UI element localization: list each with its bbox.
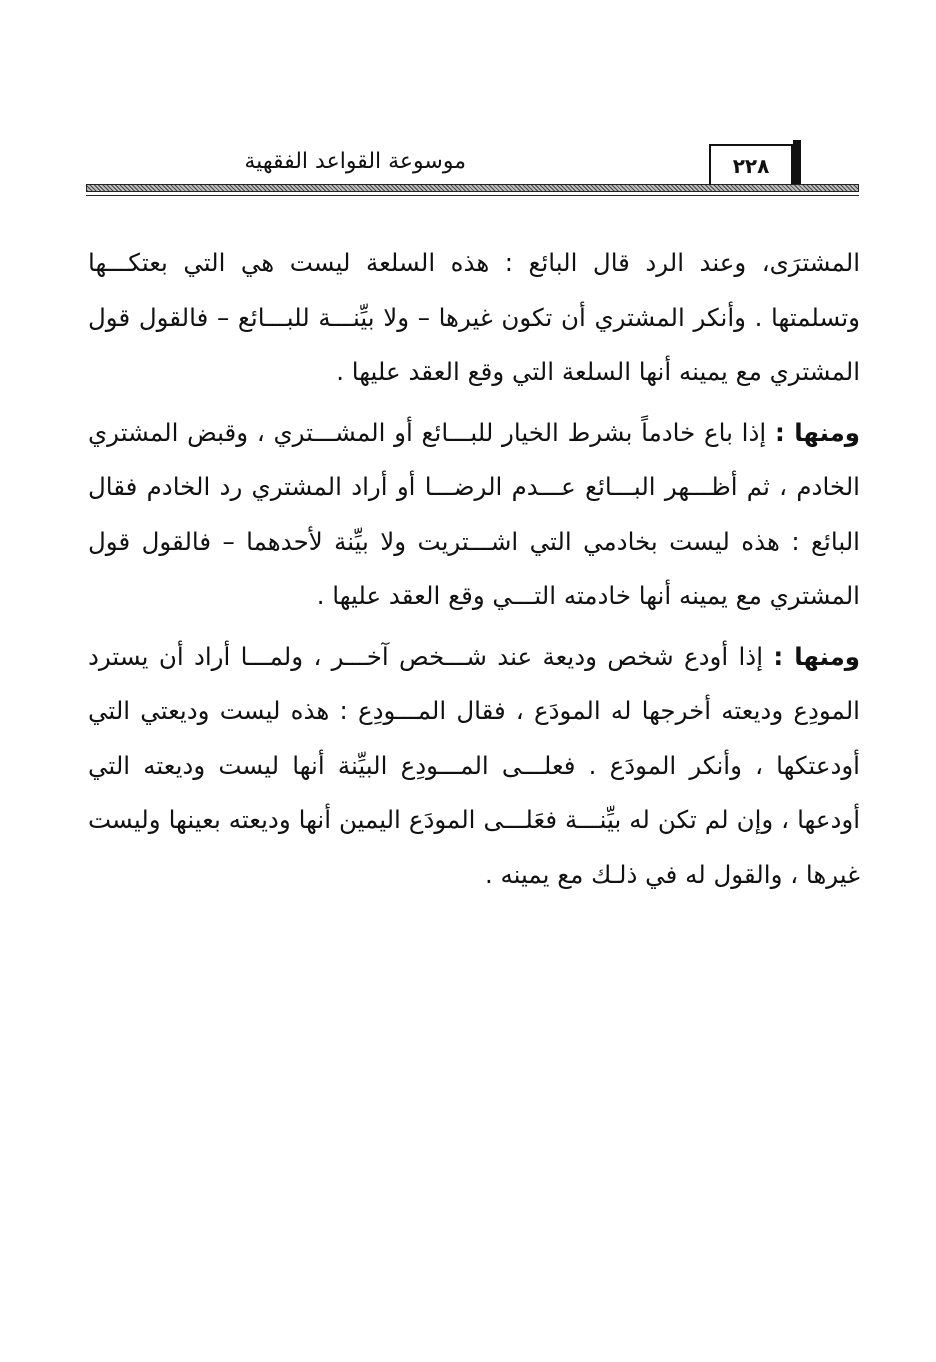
- paragraph-3: [88, 630, 860, 903]
- paragraph-text: المشترَى، وعند الرد قال البائع : هذه السلعة ليست هي التي بعتكـــها وتسلمتها . وأنكر المشتري أن تكون غيرها – ولا بيِّنـــة للبـــائع – فالقول قول المشتري مع يمينه أنها السلعة التي وقع العقد عليها .: [88, 248, 860, 386]
- page-number: ٢٢٨: [709, 144, 793, 184]
- paragraph-text: إذا باع خادماً بشرط الخيار للبـــائع أو المشـــتري ، وقبض المشتري الخادم ، ثم أظـــهر البـــائع عـــدم الرضـــا أو أراد المشتري رد الخادم فقال البائع : هذه ليست بخادمي التي اشـــتريت ولا بيِّنة لأحدهما – فالقول قول المشتري مع يمينه أنها خادمته التـــي وقع العقد عليها .: [88, 417, 860, 610]
- page-header: [86, 138, 859, 200]
- running-title: موسوعة القواعد الفقهية: [244, 149, 466, 174]
- header-rule-band: [86, 184, 859, 192]
- page-number-box-shadow: [793, 140, 801, 186]
- paragraph-1: [88, 236, 860, 400]
- paragraph-text: إذا أودع شخص وديعة عند شـــخص آخـــر ، ولمـــا أراد أن يسترد المودِع وديعته أخرجها له المودَع ، فقال المـــودِع : هذه ليست وديعتي التي أودعتكها ، وأنكر المودَع . فعلـــى المـــودِع البيِّنة أنها ليست وديعته التي أودعها ، وإن لم تكن له بيِّنـــة فعَلـــى المودَع اليمين أنها وديعته بعينها وليست غيرها ، والقول له في ذلـك مع يمينه .: [88, 641, 860, 889]
- paragraph-2: [88, 406, 860, 624]
- header-rule-line: [86, 195, 859, 196]
- paragraph-lead: ومنها :: [774, 417, 860, 447]
- body-text: [88, 236, 860, 908]
- paragraph-lead: ومنها :: [773, 641, 860, 671]
